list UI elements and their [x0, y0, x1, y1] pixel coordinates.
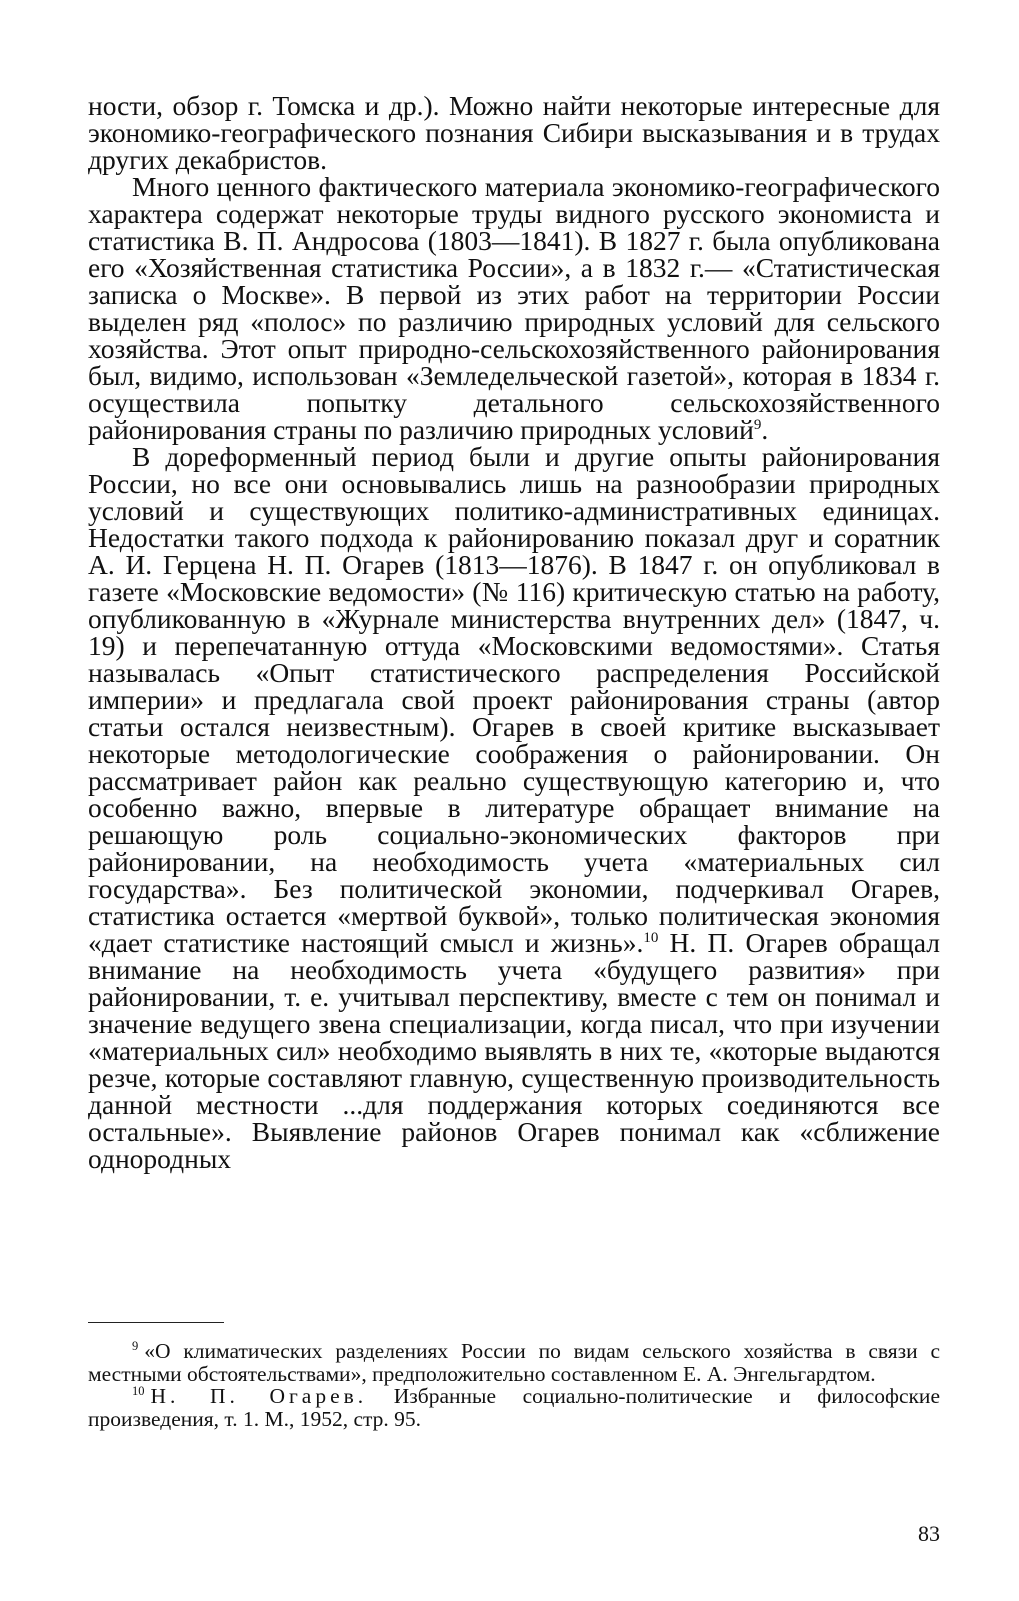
paragraph-3-end: Н. П. Огарев обращал внимание на необходимость учета «будущего развития» при районировании, т. е. учитывал перспективу, вместе с тем он понимал и значение ведущего звена специализации, когда писал, что при изучении «материальных сил» необходимо выявлять в них те, «которые выдаются резче, которые составляют главную, существенную производительность данной местности ...для поддержания которых соединяются все остальные». Выявление районов Огарев понимал как «сближение однородных — [88, 927, 940, 1174]
page-number: 83 — [918, 1521, 940, 1546]
footnote-separator — [88, 1322, 224, 1323]
footnote-10 — [88, 1385, 940, 1430]
page-body — [88, 92, 940, 1172]
footnotes — [88, 1340, 940, 1430]
footnote-9 — [88, 1340, 940, 1385]
paragraph-1-text: ности, обзор г. Томска и др.). Можно найти некоторые интересные для экономико-географического познания Сибири высказывания и в трудах других декабристов. — [88, 90, 940, 175]
footnote-ref-10: 10 — [643, 929, 659, 946]
paragraph-ogarev — [88, 443, 940, 1172]
footnote-mark: 10 — [132, 1383, 145, 1398]
paragraph-androsov — [88, 173, 940, 443]
footnote-author: Н. П. Огарев. — [150, 1384, 368, 1408]
footnote-text: «О климатических разделениях России по видам сельского хозяйства в связи с местными обстоятельствами», предположительно составленном Е. А. Энгельгардтом. — [88, 1339, 940, 1386]
footnote-text: Избранные социально-политические и философские произведения, т. 1. М., 1952, стр. 95. — [88, 1384, 940, 1431]
paragraph-2-end: . — [761, 414, 769, 445]
paragraph-continued — [88, 92, 940, 173]
paragraph-3-text: В дореформенный период были и другие опыты районирования России, но все они основывались лишь на разнообразии природных условий и существующих политико-административных единицах. Недостатки такого подхода к районированию показал друг и соратник А. И. Герцена Н. П. Огарев (1813—1876). В 1847 г. он опубликовал в газете «Московские ведомости» (№ 116) критическую статью на работу, опубликованную в «Журнале министерства внутренних дел» (1847, ч. 19) и перепечатанную оттуда «Московскими ведомостями». Статья называлась «Опыт статистического распределения Российской империи» и предлагала свой проект районирования страны (автор статьи остался неизвестным). Огарев в своей критике высказывает некоторые методологические соображения о районировании. Он рассматривает район как реально существующую категорию и, что особенно важно, впервые в литературе обращает внимание на решающую роль социально-экономических факторов при районировании, на необходимость учета «материальных сил государства». Без политической экономии, подчеркивал Огарев, статистика остается «мертвой буквой», только политическая экономия «дает статистике настоящий смысл и жизнь». — [88, 441, 940, 958]
footnote-mark: 9 — [132, 1338, 139, 1353]
paragraph-2-text: Много ценного фактического материала экономико-географического характера содержат некоторые труды видного русского экономиста и статистика В. П. Андросова (1803—1841). В 1827 г. была опубликована его «Хозяйственная статистика России», а в 1832 г.— «Статистическая записка о Москве». В первой из этих работ на территории России выделен ряд «полос» по различию природных условий для сельского хозяйства. Этот опыт природно-сельскохозяйственного районирования был, видимо, использован «Земледельческой газетой», которая в 1834 г. осуществила попытку детального сельскохозяйственного районирования страны по различию природных условий — [88, 171, 940, 445]
footnote-ref-9: 9 — [753, 416, 762, 433]
